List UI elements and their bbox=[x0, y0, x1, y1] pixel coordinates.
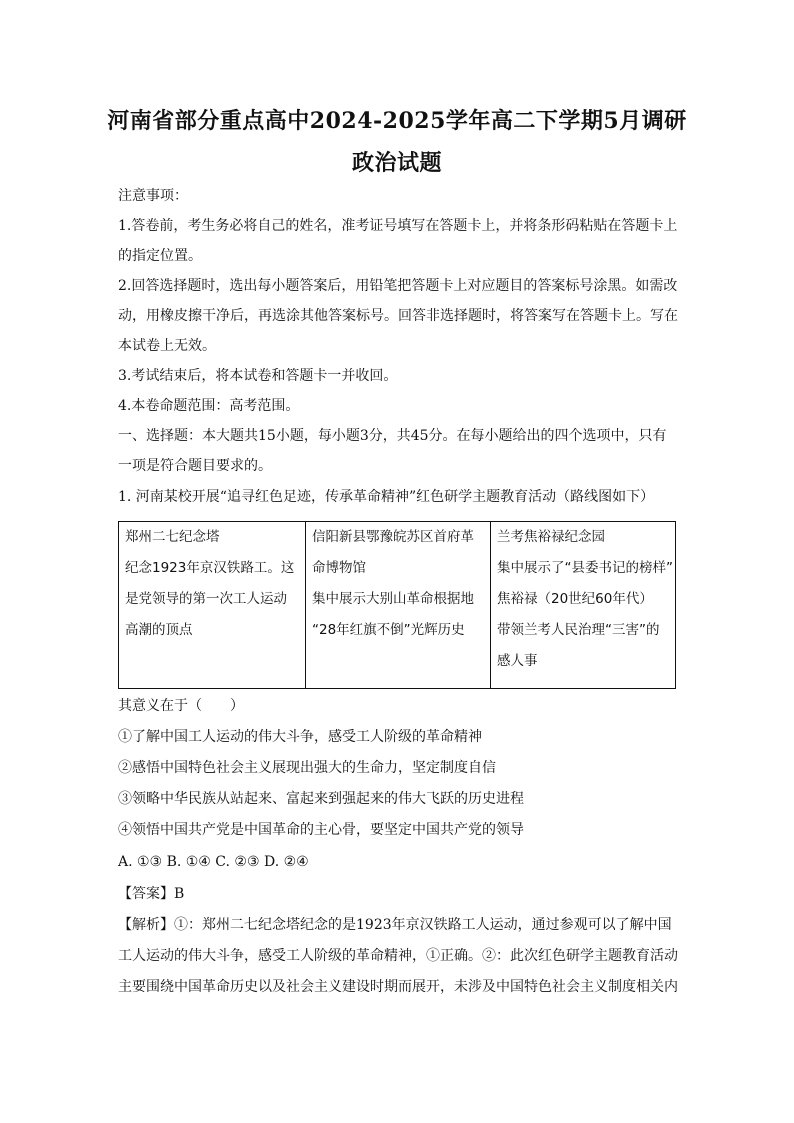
notice-item-1: 1.答卷前，考生务必将自己的姓名，准考证号填写在答题卡上，并将条形码粘贴在答题卡上 bbox=[118, 218, 678, 234]
notice-item-3: 3.考试结束后，将本试卷和答题卡一并收回。 bbox=[118, 368, 398, 384]
option-1: ①了解中国工人运动的伟大斗争，感受工人阶级的革命精神 bbox=[118, 729, 482, 745]
section-heading-cont: 一项是符合题目要求的。 bbox=[118, 458, 272, 474]
option-3: ③领略中华民族从站起来、富起来到强起来的伟大飞跃的历史进程 bbox=[118, 791, 524, 807]
cell-line: 集中展示了“县委书记的榜样” bbox=[497, 560, 673, 576]
analysis-line-3: 主要围绕中国革命历史以及社会主义建设时期而展开，未涉及中国特色社会主义制度相关内 bbox=[118, 979, 678, 995]
cell-line: 纪念1923年京汉铁路工。这 bbox=[125, 560, 295, 576]
cell-line: 带领兰考人民治理“三害”的 bbox=[497, 622, 660, 638]
cell-line: 兰考焦裕禄纪念园 bbox=[497, 529, 605, 545]
answer-choices: A. ①③ B. ①④ C. ②③ D. ②④ bbox=[118, 854, 309, 870]
cell-line: 郑州二七纪念塔 bbox=[125, 529, 220, 545]
notice-item-1-cont: 的指定位置。 bbox=[118, 248, 202, 264]
cell-line: 感人事 bbox=[497, 653, 538, 669]
notice-heading: 注意事项： bbox=[118, 188, 188, 204]
cell-line: 集中展示大别山革命根据地 bbox=[312, 591, 474, 607]
answer-label: 【答案】B bbox=[118, 886, 185, 902]
cell-line: 命博物馆 bbox=[312, 560, 366, 576]
cell-line: 焦裕禄（20世纪60年代） bbox=[497, 591, 653, 607]
notice-item-2-cont: 动，用橡皮擦干净后，再选涂其他答案标号。回答非选择题时，将答案写在答题卡上。写在 bbox=[118, 308, 678, 324]
option-4: ④领悟中国共产党是中国革命的主心骨，要坚定中国共产党的领导 bbox=[118, 822, 524, 838]
route-stop-zhengzhou bbox=[119, 522, 306, 689]
question-1-prompt: 其意义在于（ ） bbox=[118, 698, 244, 714]
route-table bbox=[118, 521, 676, 689]
page-title: 河南省部分重点高中2024-2025学年高二下学期5月调研 bbox=[107, 108, 687, 134]
cell-line: “28年红旗不倒”光辉历史 bbox=[312, 622, 465, 638]
option-2: ②感悟中国特色社会主义展现出强大的生命力，坚定制度自信 bbox=[118, 760, 496, 776]
analysis-line-1: 【解析】①：郑州二七纪念塔纪念的是1923年京汉铁路工人运动，通过参观可以了解中国 bbox=[118, 917, 672, 933]
cell-line: 高潮的顶点 bbox=[125, 622, 193, 638]
notice-item-2: 2.回答选择题时，选出每小题答案后，用铅笔把答题卡上对应题目的答案标号涂黑。如需改 bbox=[118, 278, 678, 294]
route-stop-lankao bbox=[491, 522, 676, 689]
section-heading: 一、选择题：本大题共15小题，每小题3分，共45分。在每小题给出的四个选项中，只有 bbox=[118, 428, 667, 444]
question-1-stem: 1. 河南某校开展“追寻红色足迹，传承革命精神”红色研学主题教育活动（路线图如下） bbox=[118, 489, 655, 505]
cell-line: 信阳新县鄂豫皖苏区首府革 bbox=[312, 529, 474, 545]
analysis-line-2: 工人运动的伟大斗争，感受工人阶级的革命精神，①正确。②：此次红色研学主题教育活动 bbox=[118, 948, 678, 964]
cell-line: 是党领导的第一次工人运动 bbox=[125, 591, 287, 607]
notice-item-2-cont2: 本试卷上无效。 bbox=[118, 338, 216, 354]
notice-item-4: 4.本卷命题范围：高考范围。 bbox=[118, 398, 300, 414]
table-row bbox=[119, 522, 676, 689]
page-subtitle: 政治试题 bbox=[351, 150, 442, 176]
route-stop-xinyang bbox=[306, 522, 491, 689]
